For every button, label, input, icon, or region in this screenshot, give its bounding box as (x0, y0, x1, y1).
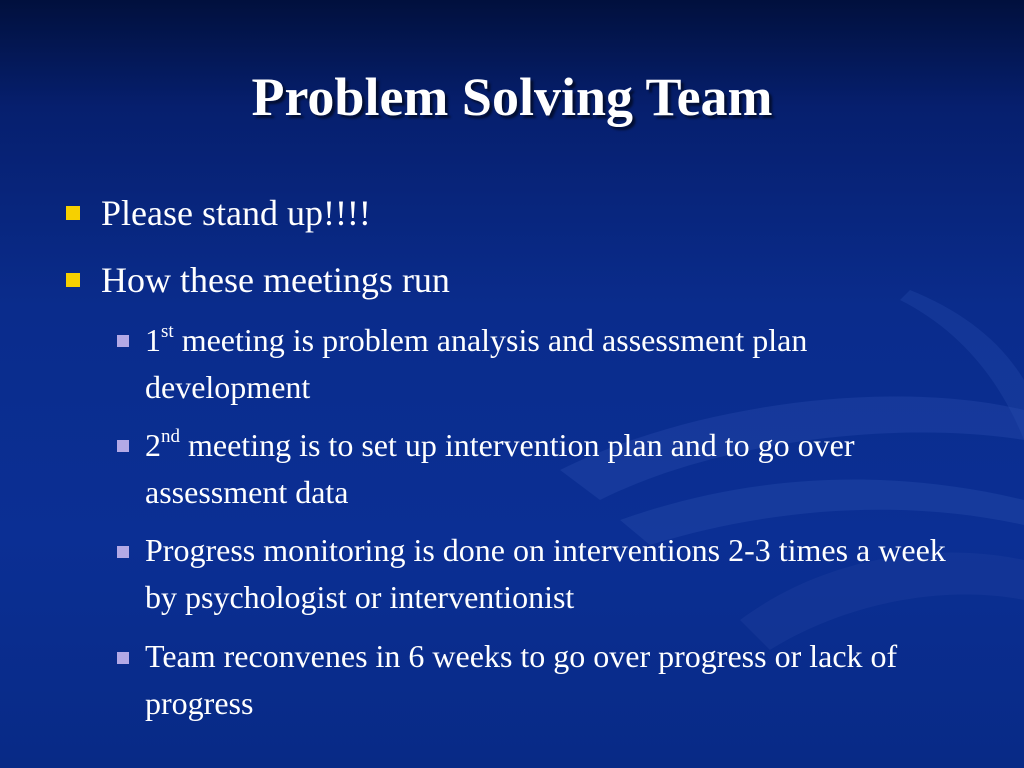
square-bullet-icon (66, 206, 80, 220)
sub-bullet-body: meeting is to set up intervention plan and to go over assessment data (145, 427, 855, 510)
bullet-text: Please stand up!!!! (101, 193, 371, 233)
square-bullet-icon (66, 273, 80, 287)
ordinal-suffix: st (161, 321, 174, 343)
square-sub-bullet-icon (117, 546, 129, 558)
sub-bullet-text: Progress monitoring is done on interventions 2-3 times a week by psychologist or interventionist (145, 532, 946, 615)
sub-bullet-text (145, 317, 965, 411)
sub-bullet-text: Team reconvenes in 6 weeks to go over progress or lack of progress (145, 638, 898, 721)
slide-title: Problem Solving Team (251, 67, 773, 127)
square-sub-bullet-icon (117, 652, 129, 664)
ordinal-suffix: nd (161, 426, 180, 448)
sub-bullet-body: meeting is problem analysis and assessment plan development (145, 322, 808, 405)
ordinal-number: 2 (145, 427, 161, 463)
bullet-text: How these meetings run (101, 260, 450, 300)
ordinal-number: 1 (145, 322, 161, 358)
square-sub-bullet-icon (117, 335, 129, 347)
sub-bullet-text (145, 422, 965, 516)
square-sub-bullet-icon (117, 440, 129, 452)
